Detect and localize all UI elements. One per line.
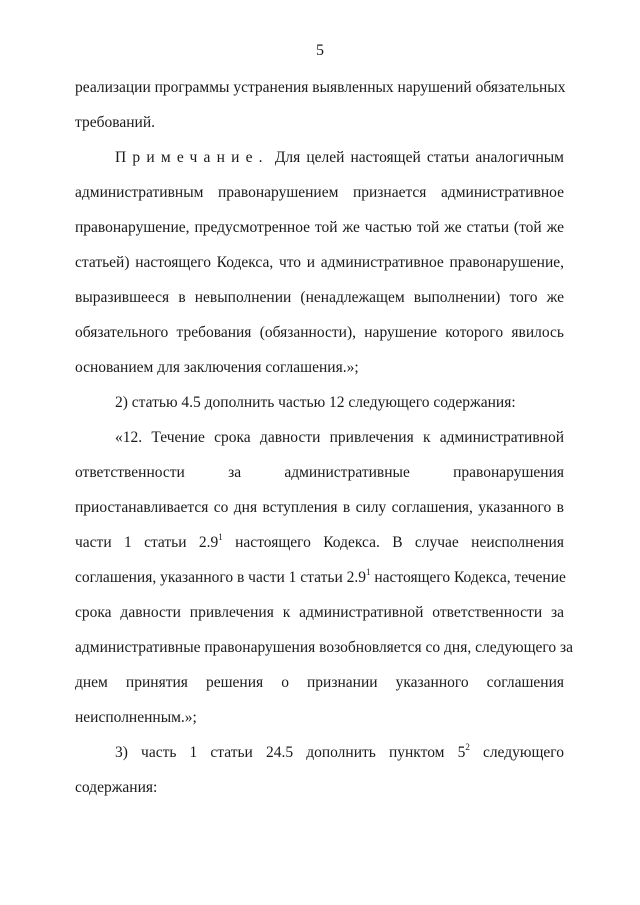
quote-text: части 1 статьи 2.9 (75, 534, 219, 551)
quote-line: приостанавливается со дня вступления в силу соглашения, указанного в (75, 499, 564, 516)
superscript: 1 (218, 532, 223, 542)
item-3-line: содержания: (75, 779, 158, 796)
quote-line: срока давности привлечения к административной ответственности за (75, 604, 564, 621)
superscript: 2 (465, 742, 470, 752)
note-label: Примечание. (115, 149, 269, 166)
note-line: статьей) настоящего Кодекса, что и административное правонарушение, (75, 254, 564, 271)
quote-text: соглашения, указанного в части 1 статьи 2.9 (75, 569, 366, 586)
item-2-line: 2) статью 4.5 дополнить частью 12 следующего содержания: (115, 394, 516, 411)
note-line: выразившееся в невыполнении (ненадлежащем выполнении) того же (75, 289, 564, 306)
note-text: Для целей настоящей статьи аналогичным (268, 149, 564, 166)
superscript: 1 (366, 567, 371, 577)
quote-line (75, 568, 564, 588)
quote-line: неисполненным.»; (75, 709, 197, 726)
note-line: обязательного требования (обязанности), нарушение которого явилось (75, 324, 564, 341)
quote-line (75, 533, 564, 553)
page-number: 5 (316, 42, 324, 59)
item-3-line (115, 743, 564, 763)
item-3-text: следующего (469, 744, 564, 761)
quote-line: днем принятия решения о признании указанного соглашения (75, 674, 564, 691)
quote-line: административные правонарушения возобновляется со дня, следующего за (75, 639, 574, 656)
quote-text: настоящего Кодекса, течение (370, 569, 566, 586)
paragraph-line: реализации программы устранения выявленных нарушений обязательных (75, 79, 566, 96)
note-line: правонарушение, предусмотренное той же частью той же статьи (той же (75, 219, 564, 236)
quote-text: настоящего Кодекса. В случае неисполнения (222, 534, 564, 551)
note-line (115, 148, 564, 168)
paragraph-line: требований. (75, 114, 155, 131)
quote-line: «12. Течение срока давности привлечения к административной (115, 429, 564, 446)
note-line: основанием для заключения соглашения.»; (75, 359, 359, 376)
note-line: административным правонарушением признается административное (75, 184, 564, 201)
item-3-text: 3) часть 1 статьи 24.5 дополнить пунктом 5 (115, 744, 466, 761)
quote-line: ответственности за административные правонарушения (75, 464, 564, 481)
